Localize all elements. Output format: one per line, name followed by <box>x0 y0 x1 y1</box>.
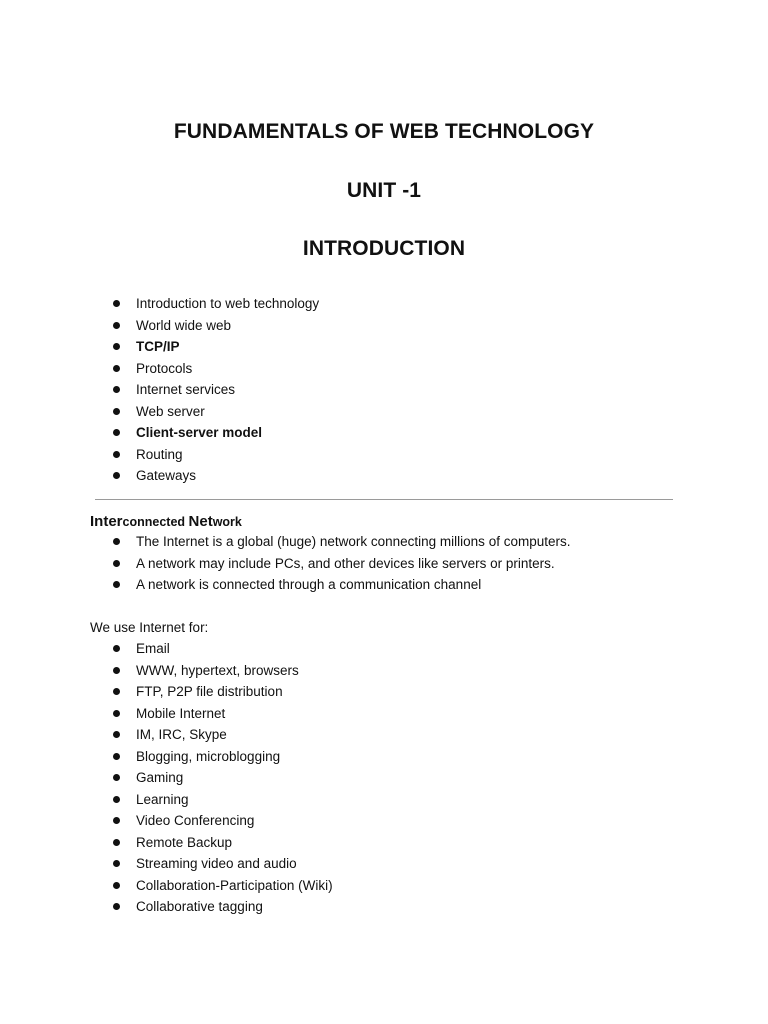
bullet-icon <box>113 860 120 867</box>
topic-text: Internet services <box>136 382 236 397</box>
list-item <box>108 681 333 703</box>
bullet-icon <box>113 667 120 674</box>
use-text: Gaming <box>136 770 184 785</box>
topic-text: Client-server model <box>136 425 263 440</box>
bullet-icon <box>113 429 120 436</box>
network-points-list <box>108 531 570 596</box>
use-text: Video Conferencing <box>136 813 255 828</box>
bullet-icon <box>113 560 120 567</box>
list-item <box>108 896 333 918</box>
bullet-icon <box>113 322 120 329</box>
list-item <box>108 832 333 854</box>
bullet-icon <box>113 581 120 588</box>
heading-part: connected <box>122 515 189 529</box>
topic-text: Routing <box>136 446 183 462</box>
topics-list <box>108 293 319 487</box>
list-item <box>108 358 319 380</box>
chapter-heading: INTRODUCTION <box>302 237 466 260</box>
list-item <box>108 853 333 875</box>
unit-heading: UNIT -1 <box>346 179 422 202</box>
point-text: A network may include PCs, and other devices like servers or printers. <box>136 555 555 571</box>
list-item <box>108 315 319 337</box>
bullet-icon <box>113 343 120 350</box>
uses-intro: We use Internet for: <box>90 620 209 635</box>
list-item <box>108 574 570 596</box>
bullet-icon <box>113 882 120 889</box>
list-item <box>108 336 319 358</box>
bullet-icon <box>113 903 120 910</box>
horizontal-divider <box>95 499 673 500</box>
heading-part: Inter <box>90 513 123 530</box>
bullet-icon <box>113 839 120 846</box>
list-item <box>108 789 333 811</box>
list-item <box>108 724 333 746</box>
use-text: Mobile Internet <box>136 705 226 721</box>
bullet-icon <box>113 645 120 652</box>
topic-text: TCP/IP <box>136 339 180 354</box>
use-text: Remote Backup <box>136 834 233 850</box>
topic-text: Introduction to web technology <box>136 296 320 311</box>
list-item <box>108 638 333 660</box>
bullet-icon <box>113 365 120 372</box>
heading-part: Net <box>188 513 213 530</box>
bullet-icon <box>113 796 120 803</box>
list-item <box>108 767 333 789</box>
topic-text: Gateways <box>136 468 197 483</box>
list-item <box>108 422 319 444</box>
list-item <box>108 531 570 553</box>
use-text: Blogging, microblogging <box>136 748 281 764</box>
bullet-icon <box>113 538 120 545</box>
list-item <box>108 444 319 466</box>
list-item <box>108 703 333 725</box>
use-text: WWW, hypertext, browsers <box>136 662 299 678</box>
bullet-icon <box>113 731 120 738</box>
section-heading <box>90 509 242 531</box>
bullet-icon <box>113 817 120 824</box>
topic-text: Protocols <box>136 360 193 376</box>
list-item <box>108 553 570 575</box>
topic-text: World wide web <box>136 317 232 333</box>
bullet-icon <box>113 472 120 479</box>
list-item <box>108 293 319 315</box>
list-item <box>108 660 333 682</box>
bullet-icon <box>113 753 120 760</box>
bullet-icon <box>113 710 120 717</box>
heading-part: work <box>212 515 242 529</box>
internet-uses-list <box>108 638 333 918</box>
bullet-icon <box>113 408 120 415</box>
list-item <box>108 465 319 487</box>
use-text: Collaboration-Participation (Wiki) <box>136 877 333 893</box>
use-text: Email <box>136 641 170 656</box>
bullet-icon <box>113 300 120 307</box>
use-text: Streaming video and audio <box>136 856 297 871</box>
use-text: IM, IRC, Skype <box>136 727 227 742</box>
use-text: FTP, P2P file distribution <box>136 684 283 699</box>
topic-text: Web server <box>136 403 205 419</box>
list-item <box>108 401 319 423</box>
list-item <box>108 875 333 897</box>
list-item <box>108 379 319 401</box>
bullet-icon <box>113 688 120 695</box>
bullet-icon <box>113 451 120 458</box>
bullet-icon <box>113 774 120 781</box>
use-text: Learning <box>136 791 189 807</box>
point-text: A network is connected through a communication channel <box>136 577 482 592</box>
list-item <box>108 746 333 768</box>
point-text: The Internet is a global (huge) network connecting millions of computers. <box>136 534 571 549</box>
use-text: Collaborative tagging <box>136 899 263 914</box>
list-item <box>108 810 333 832</box>
bullet-icon <box>113 386 120 393</box>
document-title: FUNDAMENTALS OF WEB TECHNOLOGY <box>173 120 595 143</box>
